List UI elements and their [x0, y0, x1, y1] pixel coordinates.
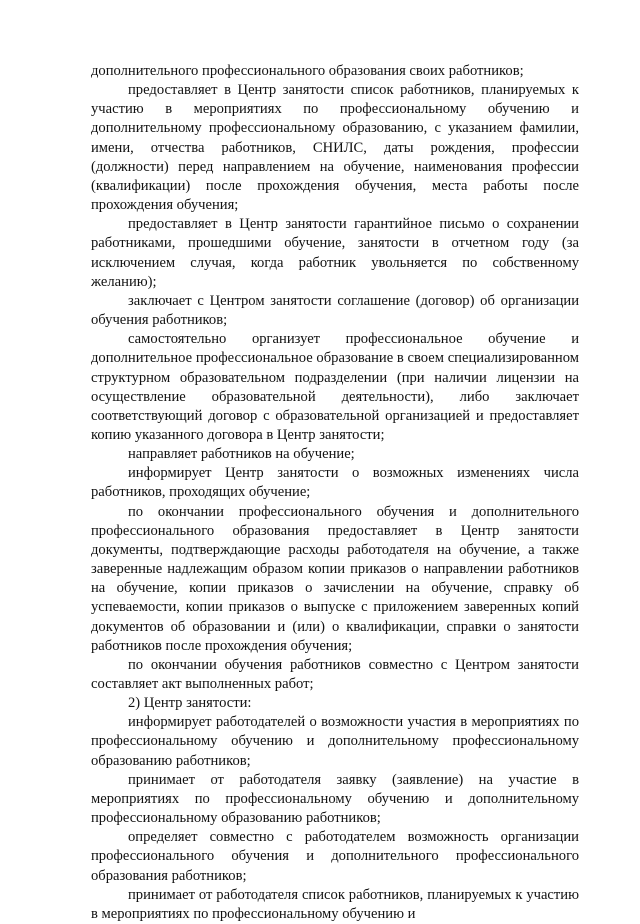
- paragraph-3: предоставляет в Центр занятости гарантийное письмо о сохранении работниками, прошедшими обучение, занятости в отчетном году (за исключением случая, когда работник увольняется по собственному желанию);: [91, 216, 579, 290]
- paragraph-12: принимает от работодателя заявку (заявление) на участие в мероприятиях по профессиональному обучению и дополнительному профессиональному образованию работников;: [91, 771, 579, 827]
- paragraph-13: определяет совместно с работодателем возможность организации профессионального обучения и дополнительного профессионального образования работников;: [91, 829, 579, 884]
- paragraph-7: информирует Центр занятости о возможных изменениях числа работников, проходящих обучение;: [91, 465, 579, 501]
- section-heading-employment-center: 2) Центр занятости:: [128, 695, 252, 712]
- paragraph-11: информирует работодателей о возможности участия в мероприятиях по профессиональному обучению и дополнительному профессиональному образованию работников;: [91, 714, 579, 769]
- paragraph-5: самостоятельно организует профессиональное обучение и дополнительное профессиональное образование в своем специализированном структурном образовательном подразделении (при наличии лицензии на осуществление образовательной деятельности), либо заключает соответствующий договор с образовательной организацией и предоставляет копию указанного договора в Центр занятости;: [91, 331, 579, 443]
- paragraph-9: по окончании обучения работников совместно с Центром занятости составляет акт выполненных работ;: [91, 656, 579, 692]
- paragraph-14: принимает от работодателя список работников, планируемых к участию в мероприятиях по профессиональному обучению и: [91, 886, 579, 922]
- paragraph-1: дополнительного профессионального образования своих работников;: [91, 63, 524, 79]
- document-page: [91, 62, 579, 924]
- paragraph-2: предоставляет в Центр занятости список работников, планируемых к участию в мероприятиях по профессиональному обучению и дополнительному профессиональному образованию, с указанием фамилии, имени, отчества работников, СНИЛС, даты рождения, профессии (должности) перед направлением на обучение, наименования профессии (квалификации) после прохождения обучения, места работы после прохождения обучения;: [91, 82, 579, 214]
- paragraph-4: заключает с Центром занятости соглашение (договор) об организации обучения работников;: [91, 292, 579, 329]
- paragraph-8: по окончании профессионального обучения и дополнительного профессионального образования предоставляет в Центр занятости документы, подтверждающие расходы работодателя на обучение, а также заверенные надлежащим образом копии приказов о направлении работников на обучение, копии приказов о зачислении на обучение, справку об успеваемости, копии приказов о выпуске с приложением заверенных копий документов об образовании и (или) о квалификации, справки о занятости работников после прохождения обучения;: [91, 503, 579, 654]
- paragraph-6: направляет работников на обучение;: [128, 446, 355, 463]
